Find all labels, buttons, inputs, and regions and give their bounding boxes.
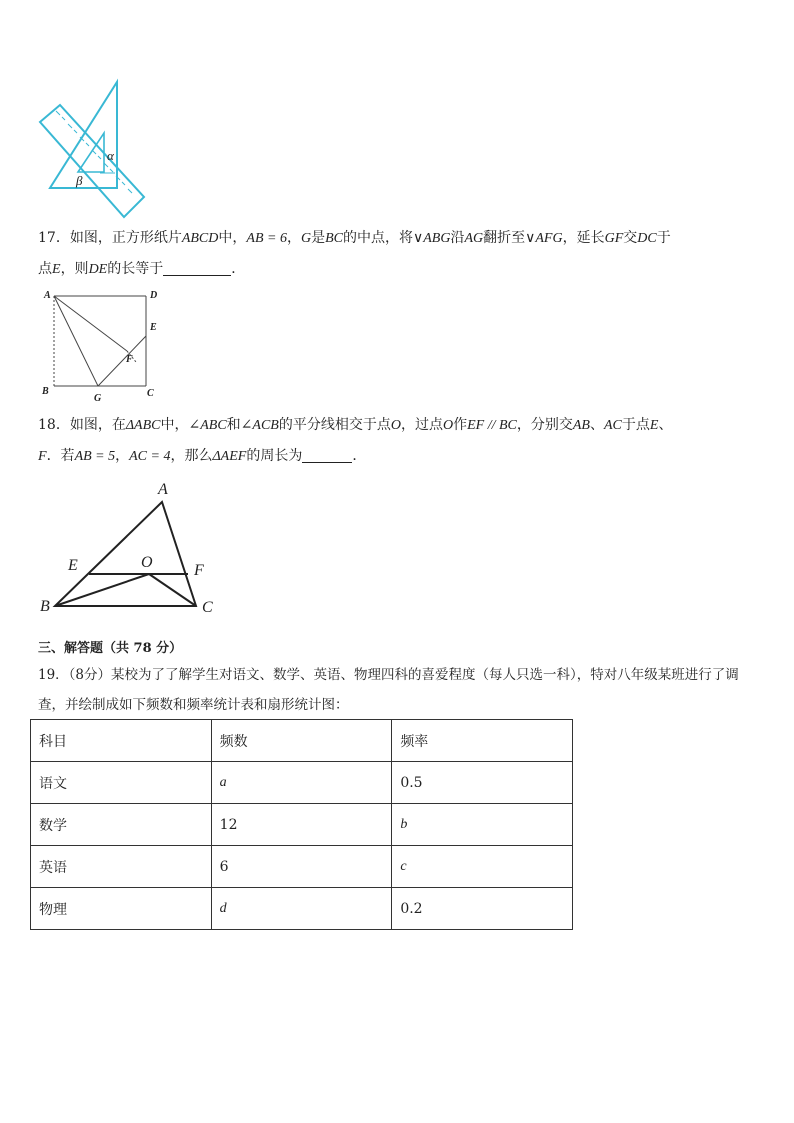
table-cell: 12	[211, 804, 392, 846]
label-D-17: D	[150, 290, 158, 301]
question-19: 19．（8分）某校为了了解学生对语文、数学、英语、物理四科的喜爱程度（每人只选一科），特对八年级某班进行了调 查，并绘制成如下频数和频率统计表和扇形统计图：	[38, 667, 739, 713]
angle-beta-label: β	[76, 173, 83, 188]
label-E-17: E	[150, 322, 157, 333]
angle-alpha-label: α	[107, 148, 114, 163]
table-row	[31, 762, 573, 804]
table-cell: b	[392, 804, 573, 846]
answer-blank-18	[302, 446, 352, 463]
label-F-17: F	[126, 354, 133, 365]
label-B-17: B	[42, 386, 49, 397]
label-E-18: E	[68, 557, 78, 574]
table-cell: 英语	[31, 846, 212, 888]
table-cell: c	[392, 846, 573, 888]
question-18: 18．如图，在ΔABC中，∠ABC和∠ACB的平分线相交于点O，过点O作EF // BC，分别交AB、AC于点E、 F．若AB = 5，AC = 4，那么ΔAEF的周长为 ．	[38, 417, 673, 464]
table-cell: 科目	[31, 720, 212, 762]
label-C-17: C	[147, 388, 154, 399]
table-cell: 6	[211, 846, 392, 888]
table-cell: 语文	[31, 762, 212, 804]
triangle-abc-figure	[38, 480, 228, 620]
label-O-18: O	[141, 554, 153, 571]
label-F-18: F	[194, 562, 204, 579]
table-cell: 0.5	[392, 762, 573, 804]
label-A-18: A	[158, 481, 168, 498]
section-heading: 三、解答题（共 78 分）	[38, 641, 183, 656]
table-header-row	[31, 720, 573, 762]
table-cell: 频率	[392, 720, 573, 762]
table-cell: 频数	[211, 720, 392, 762]
question-17: 17．如图，正方形纸片ABCD中，AB = 6，G是BC的中点，将∨ABG沿AG翻折至∨AFG，延长GF交DC于 点E，则DE的长等于 ．	[38, 230, 671, 277]
label-G-17: G	[94, 393, 102, 404]
label-B-18: B	[40, 598, 50, 615]
table-row	[31, 888, 573, 930]
set-square	[50, 82, 117, 188]
table-cell: 数学	[31, 804, 212, 846]
table-row	[31, 846, 573, 888]
answer-blank-17	[163, 259, 231, 276]
label-A-17: A	[44, 290, 51, 301]
table-row	[31, 804, 573, 846]
table-cell: 0.2	[392, 888, 573, 930]
table-cell: a	[211, 762, 392, 804]
table-cell: d	[211, 888, 392, 930]
frequency-table	[30, 719, 573, 930]
table-cell: 物理	[31, 888, 212, 930]
label-C-18: C	[202, 599, 213, 616]
ruler-triangle-figure	[30, 75, 160, 225]
